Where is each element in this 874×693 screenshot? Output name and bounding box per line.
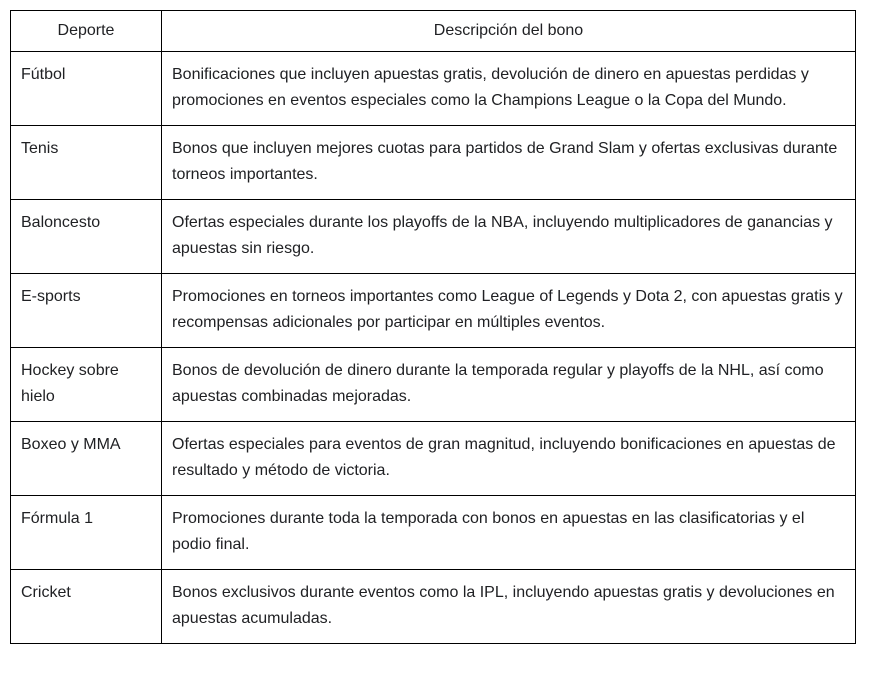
cell-sport: Baloncesto (11, 200, 162, 274)
table-row (11, 496, 856, 570)
table-row (11, 348, 856, 422)
cell-sport: Hockey sobre hielo (11, 348, 162, 422)
cell-description: Bonos que incluyen mejores cuotas para partidos de Grand Slam y ofertas exclusivas durante torneos importantes. (162, 126, 856, 200)
bonus-table (10, 10, 856, 644)
cell-sport: Fórmula 1 (11, 496, 162, 570)
cell-sport: Fútbol (11, 52, 162, 126)
header-description: Descripción del bono (162, 11, 856, 52)
cell-description: Promociones en torneos importantes como League of Legends y Dota 2, con apuestas gratis y recompensas adicionales por participar en múltiples eventos. (162, 274, 856, 348)
table-header-row (11, 11, 856, 52)
cell-sport: E-sports (11, 274, 162, 348)
cell-description: Bonos exclusivos durante eventos como la IPL, incluyendo apuestas gratis y devoluciones en apuestas acumuladas. (162, 570, 856, 644)
cell-description: Bonos de devolución de dinero durante la temporada regular y playoffs de la NHL, así como apuestas combinadas mejoradas. (162, 348, 856, 422)
cell-description: Bonificaciones que incluyen apuestas gratis, devolución de dinero en apuestas perdidas y promociones en eventos especiales como la Champions League o la Copa del Mundo. (162, 52, 856, 126)
cell-sport: Cricket (11, 570, 162, 644)
cell-sport: Tenis (11, 126, 162, 200)
cell-description: Ofertas especiales durante los playoffs de la NBA, incluyendo multiplicadores de ganancias y apuestas sin riesgo. (162, 200, 856, 274)
header-sport: Deporte (11, 11, 162, 52)
table-row (11, 274, 856, 348)
table-row (11, 570, 856, 644)
table-row (11, 52, 856, 126)
cell-description: Promociones durante toda la temporada con bonos en apuestas en las clasificatorias y el podio final. (162, 496, 856, 570)
table-row (11, 200, 856, 274)
table-row (11, 422, 856, 496)
table-row (11, 126, 856, 200)
bonus-table-container (10, 10, 856, 644)
cell-description: Ofertas especiales para eventos de gran magnitud, incluyendo bonificaciones en apuestas de resultado y método de victoria. (162, 422, 856, 496)
cell-sport: Boxeo y MMA (11, 422, 162, 496)
